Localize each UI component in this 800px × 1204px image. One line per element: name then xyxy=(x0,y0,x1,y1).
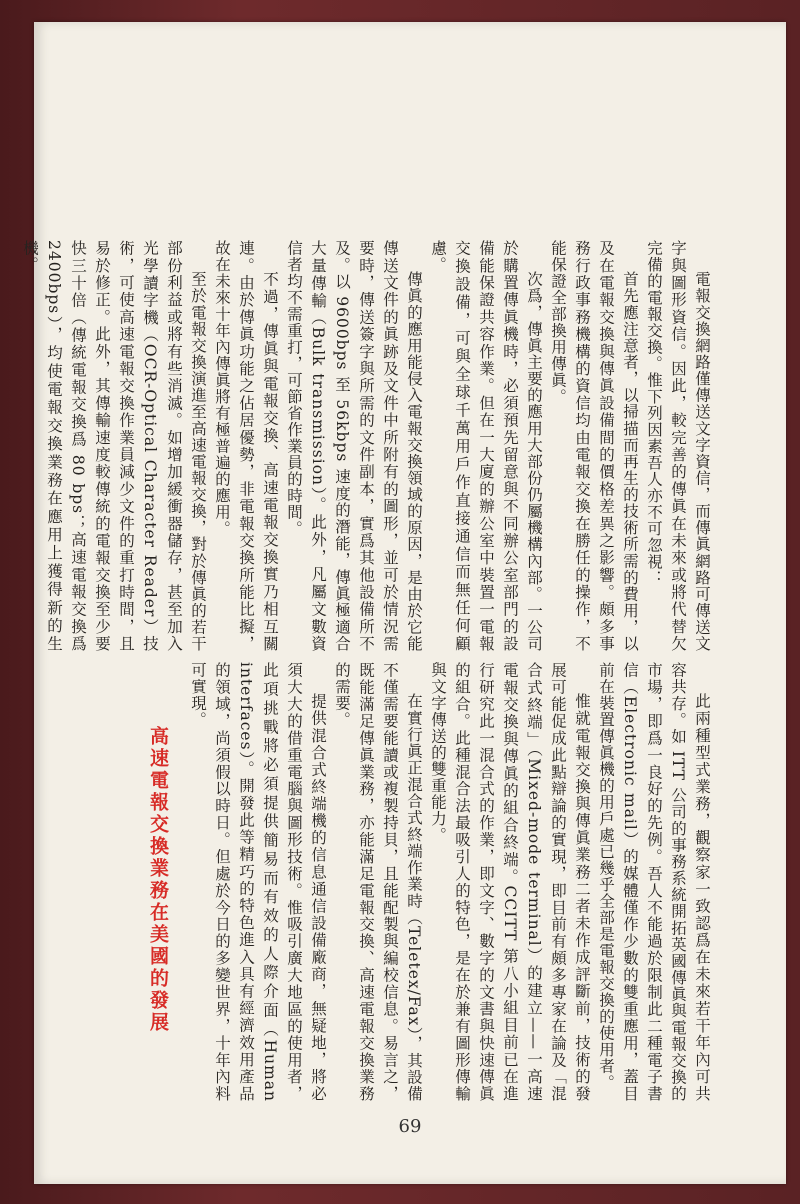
paragraph: 傳眞的應用能侵入電報交換領域的原因，是由於它能傳送文件的眞跡及文件中所附有的圖形，並可於情況需要時，傳送簽字與所需的文件副本，實爲其他設備所不及。以 9600bps 至 56kbps 速度的潛能，傳眞極適合大量傳輸（Bulk transmission）。此外，凡屬文數資信者均不需重打，可節省作業員的時間。 xyxy=(285,240,423,652)
paragraph: 電報交換網路僅傳送文字資信，而傳眞網路可傳送文字與圖形資信。因此，較完善的傳眞在未來或將代替欠完備的電報交換。惟下列因素吾人亦不可忽視： xyxy=(645,240,711,652)
paragraph: 此兩種型式業務，觀察家一致認爲在未來若干年內可共容共存。如 ITT 公司的事務系統開拓英國傳眞與電報交換的市場，即爲一良好的先例。吾人不能過於限制此二種電子書信（Electronic mail）的媒體僅作少數的雙重應用，蓋目前在裝置傳眞機的用戶處已幾乎全部是電報交換的使用者。 xyxy=(597,662,711,1102)
paragraph: 在實行眞正混合式終端作業時（Teletex/Fax），其設備不僅需要能讀或複製持貝，且能配製與編校信息。易言之，既能滿足傳眞業務，亦能滿足電報交換、高速電報交換業務的需要。 xyxy=(333,662,423,1102)
paragraph: 不過，傳眞與電報交換、高速電報交換實乃相互關連。由於傳眞功能之佔居優勢，非電報交換所能比擬，故在未來十年內傳眞將有極普遍的應用。 xyxy=(213,240,279,652)
paragraph: 至於電報交換演進至高速電報交換，對於傳眞的若干部份利益或將有些消滅。如增加緩衝器儲存，甚至加入光學讀字機（OCR-Optical Character Reader）技術，可使高速電報交換作業員減少文件的重打時間，且易於修正。此外，其傳輸速度較傳統的電報交換至少要快三十倍（傳統電報交換爲 80 bps；高速電報交換爲 2400bps），均使電報交換業務在應用上獲得新的生機。 xyxy=(21,240,207,652)
paragraph: 惟就電報交換與傳眞業務二者未作成評斷前，技術的發展可能促成此點辯論的實現，即目前有頗多專家在論及「混合式終端」（Mixed-mode terminal）的建立——一高速電報交換與傳眞的組合終端。CCITT 第八小組目前已在進行研究此一混合式的作業，即文字、數字的文書與快速傳眞的組合。此種混合法最吸引人的特色，是在於兼有圖形傳輸與文字傳送的雙重能力。 xyxy=(429,662,591,1102)
paragraph: 次爲，傳眞主要的應用大部份仍屬機構內部。一公司於購置傳眞機時，必須預先留意與不同辦公室部門的設備能保證共容作業。但在一大廈的辦公室中裝置一電報交換設備，可與全球千萬用戶作直接通信而無任何顧慮。 xyxy=(429,240,543,652)
paragraph: 提供混合式終端機的信息通信設備廠商，無疑地，將必須大大的借重電腦與圖形技術。惟吸引廣大地區的使用者，此項挑戰將必須提供簡易而有效的人際介面（Human interfaces）。開發此等精巧的特色進入具有經濟效用產品的領域，尚須假以時日。但處於今日的多變世界，十年內料可實現。 xyxy=(189,662,327,1102)
section-heading: 高速電報交換業務在美國的發展 xyxy=(147,726,169,1034)
bottom-text-block xyxy=(174,662,714,1102)
book-page xyxy=(21,22,786,1184)
paragraph: 首先應注意者，以掃描而再生的技術所需的費用，以及在電報交換與傳眞設備間的價格差異之影響。頗多事務行政事務機構的資信均由電報交換在勝任的操作，不能保證全部換用傳眞。 xyxy=(549,240,639,652)
top-text-block xyxy=(21,240,714,652)
page-number: 69 xyxy=(398,1116,422,1137)
